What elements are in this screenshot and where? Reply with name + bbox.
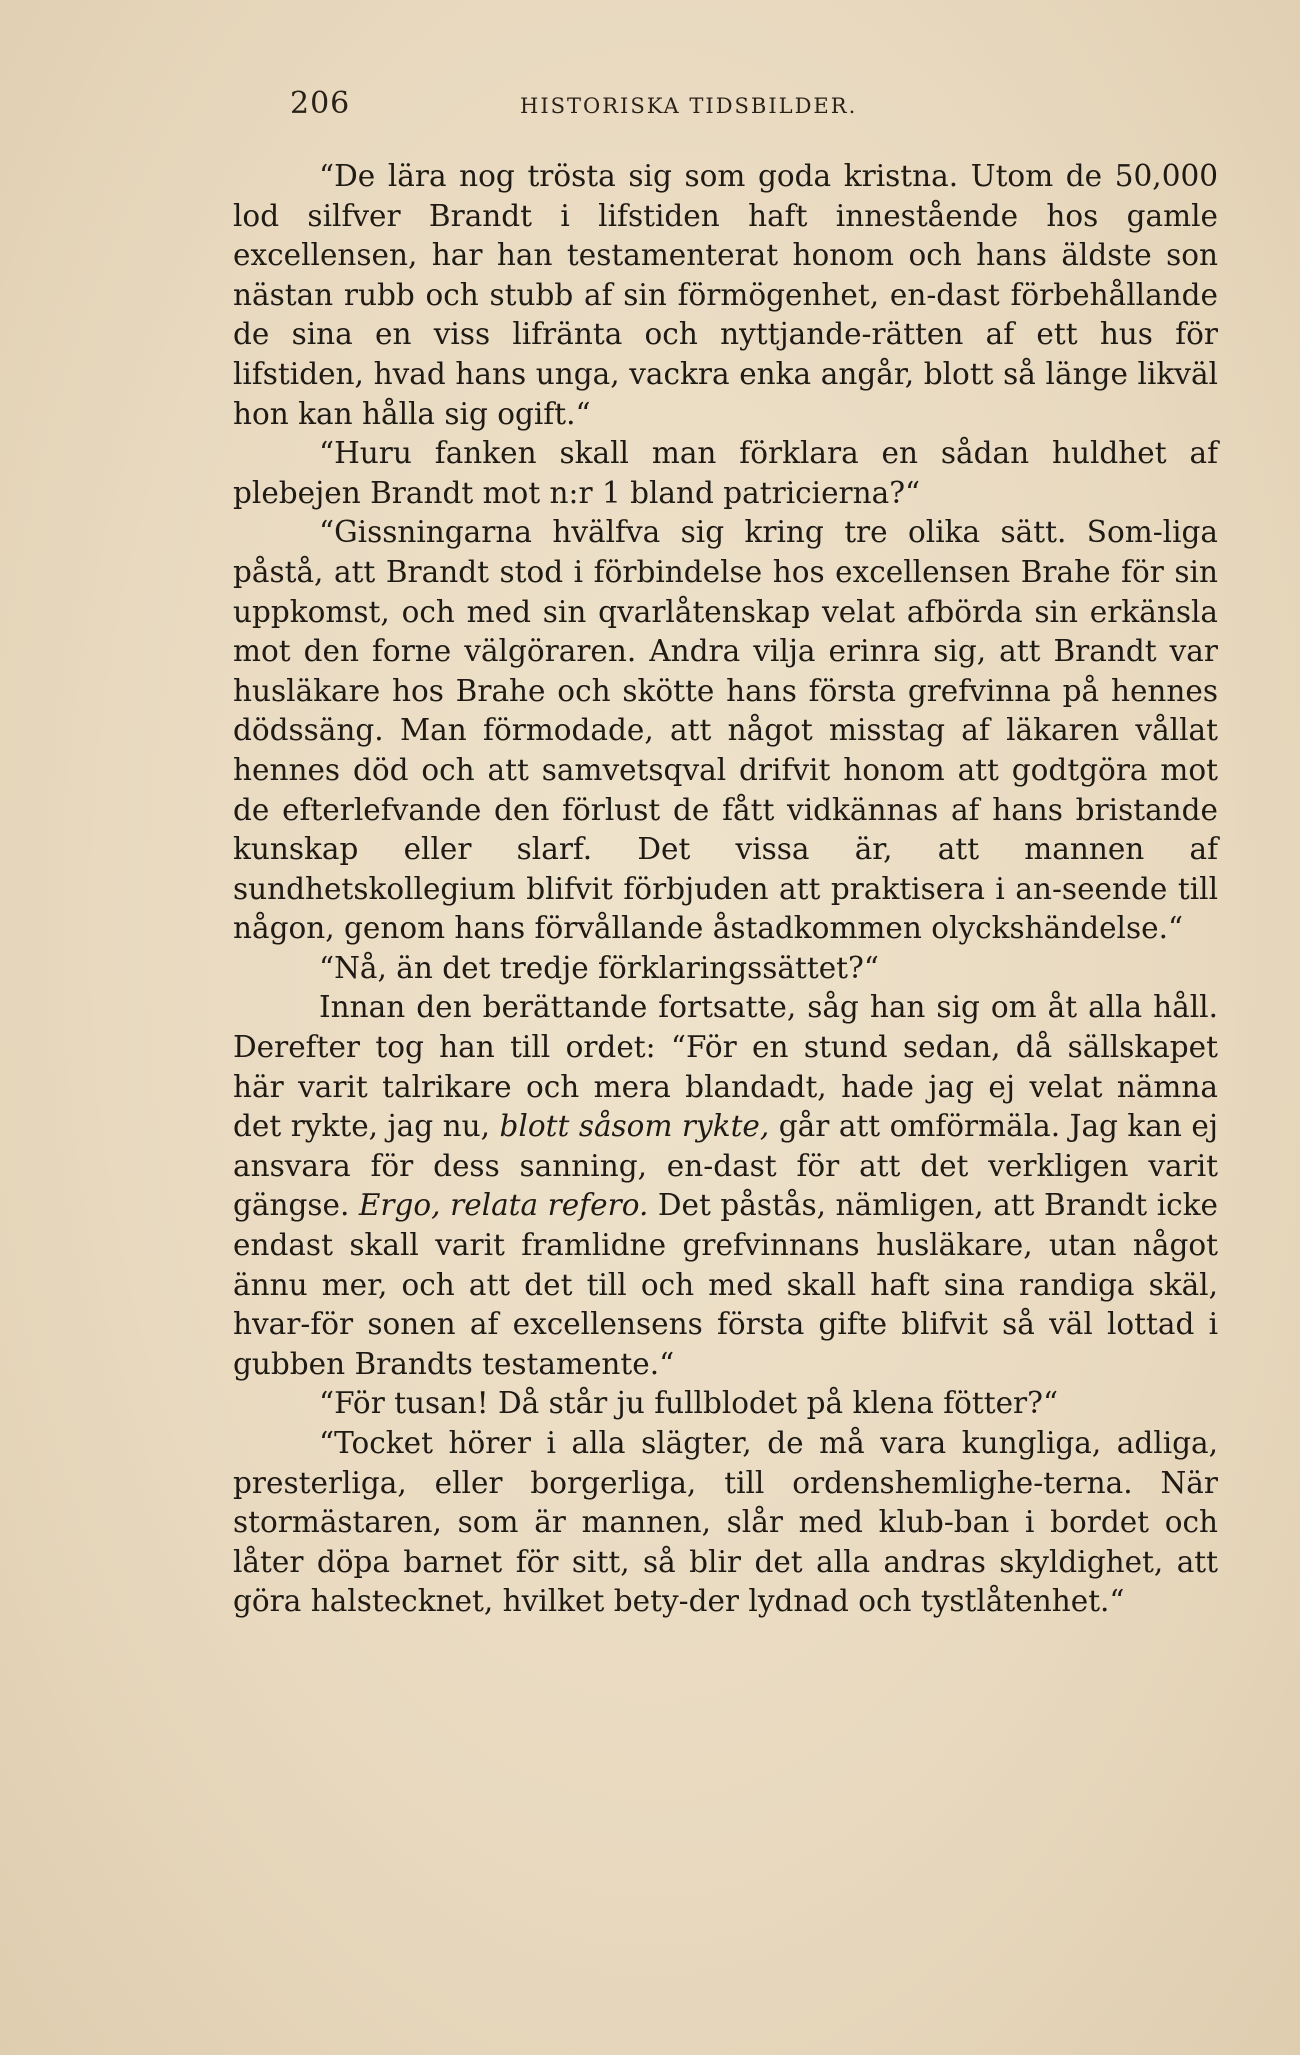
paragraph: “Tocket hörer i alla slägter, de må vara kungliga, adliga, presterliga, eller borgerliga, till ordenshemlighe-terna. När stormästaren, som är mannen, slår med klub-ban i bordet och låter döpa barnet för sitt, så blir det alla andras skyldighet, att göra halstecknet, hvilket bety-der lydnad och tystlåtenhet.“ bbox=[233, 1426, 1218, 1619]
paragraph-text: Det påstås, nämligen, att Brandt icke endast skall varit framlidne grefvinnans husläkare, utan något ännu mer, och att det till och med skall haft sina randiga skäl, hvar-för sonen af excellensens första gifte blifvit så väl lottad i gubben Brandts testamente.“ bbox=[233, 1188, 1218, 1381]
italic-phrase: blott såsom rykte, bbox=[499, 1109, 770, 1144]
paragraph: “De lära nog trösta sig som goda kristna. Utom de 50,000 lod silfver Brandt i lifstiden haft innestående hos gamle excellensen, har han testamenterat honom och hans äldste son nästan rubb och stubb af sin förmögenhet, en-dast förbehållande de sina en viss lifränta och nyttjande-rätten af ett hus för lifstiden, hvad hans unga, vackra enka angår, blott så länge likväl hon kan hålla sig ogift.“ bbox=[233, 159, 1218, 431]
paragraph: “För tusan! Då står ju fullblodet på klena fötter?“ bbox=[319, 1386, 1059, 1421]
paragraph: “Huru fanken skall man förklara en sådan huldhet af plebejen Brandt mot n:r 1 bland patricierna?“ bbox=[233, 436, 1218, 510]
latin-phrase: Ergo, relata refero. bbox=[358, 1188, 649, 1223]
paragraph-text: Innan den berättande fortsatte, såg han sig om åt alla håll. Derefter tog han till ordet: “För en stund sedan, då sällskapet här varit talrikare och mera blandadt, hade jag ej velat nämna det rykte, jag nu, bbox=[233, 990, 1218, 1144]
body-text bbox=[233, 157, 1218, 1622]
paragraph-text: går att omförmäla. Jag kan ej ansvara för dess sanning, en-dast för att det verkligen varit gängse. bbox=[233, 1109, 1218, 1223]
page-header bbox=[290, 86, 1010, 126]
paragraph bbox=[233, 988, 1218, 1384]
paragraph: “Nå, än det tredje förklaringssättet?“ bbox=[319, 950, 879, 985]
running-title: HISTORISKA TIDSBILDER. bbox=[520, 94, 858, 118]
page-number: 206 bbox=[290, 86, 351, 121]
paragraph: “Gissningarna hvälfva sig kring tre olika sätt. Som-liga påstå, att Brandt stod i förbindelse hos excellensen Brahe för sin uppkomst, och med sin qvarlåtenskap velat afbörda sin erkänsla mot den forne välgöraren. Andra vilja erinra sig, att Brandt var husläkare hos Brahe och skötte hans första grefvinna på hennes dödssäng. Man förmodade, att något misstag af läkaren vållat hennes död och att samvetsqval drifvit honom att godtgöra mot de efterlefvande den förlust de fått vidkännas af hans bristande kunskap eller slarf. Det vissa är, att mannen af sundhetskollegium blifvit förbjuden att praktisera i an-seende till någon, genom hans förvållande åstadkommen olyckshändelse.“ bbox=[233, 515, 1218, 946]
